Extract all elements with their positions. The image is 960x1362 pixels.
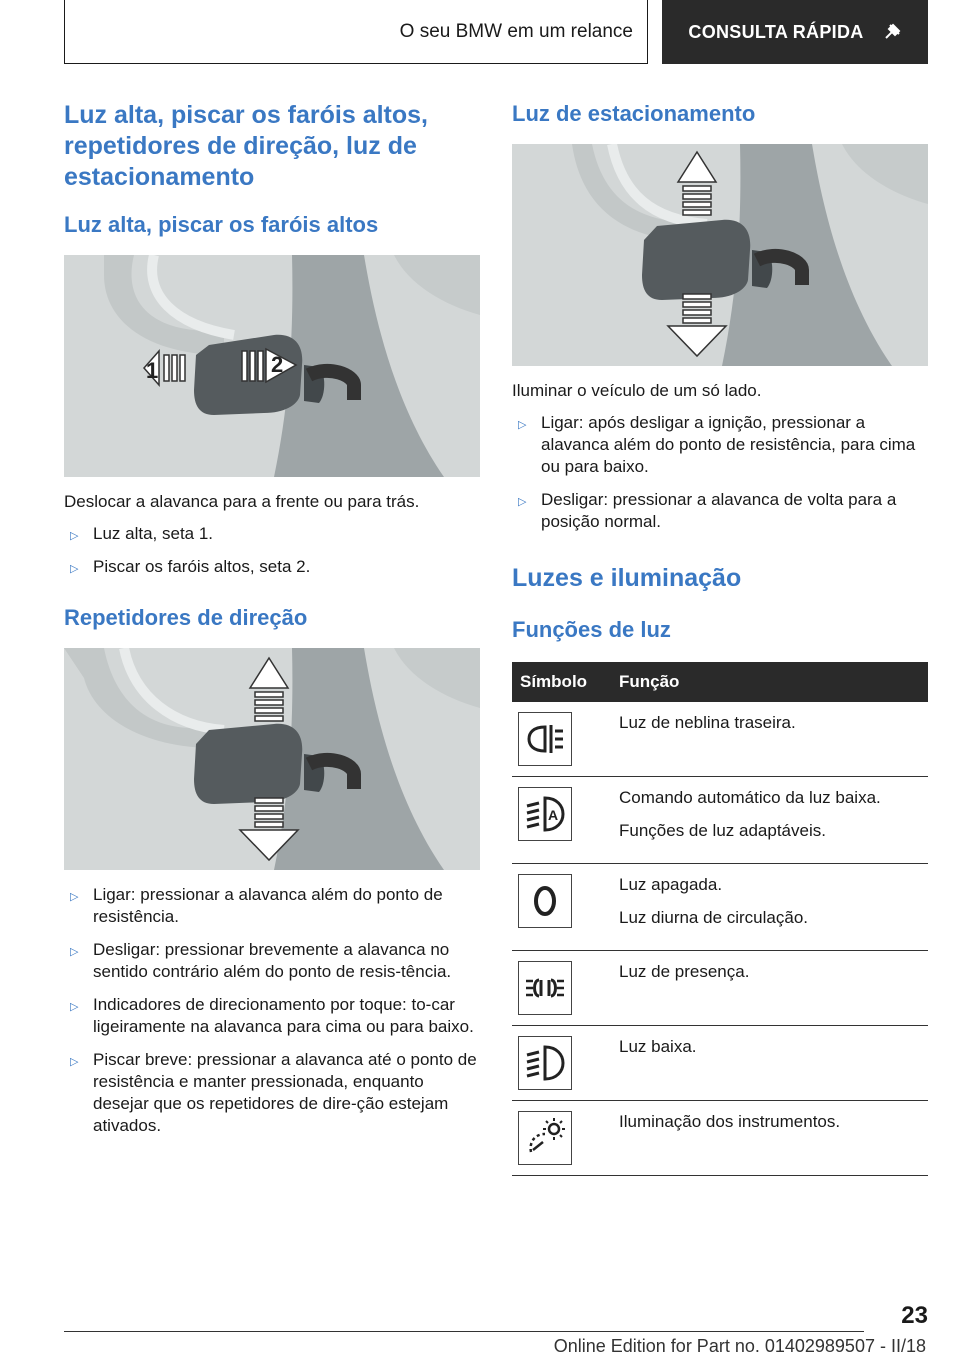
list-item: ▷ Indicadores de direcionamento por toque: to-car ligeiramente na alavanca para cima ou para baixo. xyxy=(70,995,474,1036)
function-text: Iluminação dos instrumentos. xyxy=(619,1112,841,1131)
section-heading: Luz alta, piscar os faróis altos, repetidores de direção, luz de estacionamento xyxy=(64,101,429,191)
list-item: ▷ Desligar: pressionar brevemente a alavanca no sentido contrário além do ponto de resis-tência. xyxy=(70,940,452,981)
function-text: Luz baixa. xyxy=(619,1037,697,1056)
high-beam-lever-illustration xyxy=(64,255,480,477)
lights-section-heading: Luzes e iluminação xyxy=(512,564,742,592)
right-column xyxy=(512,100,928,1176)
turn-signal-list xyxy=(64,884,480,1137)
list-item: ▷ Ligar: após desligar a ignição, pressionar a alavanca além do ponto de resistência, para cima ou para baixo. xyxy=(518,413,916,476)
list-item: ▷ Piscar breve: pressionar a alavanca até o ponto de resistência e manter pressionada, enquanto desejar que os repetidores de dire-ção estejam ativados. xyxy=(70,1050,477,1135)
bullet-triangle-icon: ▷ xyxy=(70,1056,79,1068)
svg-text:A: A xyxy=(548,807,559,823)
function-text: Luz de presença. xyxy=(619,962,750,981)
page-number: 23 xyxy=(901,1302,928,1329)
subheading-parking-light: Luz de estacionamento xyxy=(512,101,756,126)
bullet-triangle-icon: ▷ xyxy=(70,563,79,575)
table-row xyxy=(512,864,928,951)
subheading-high-beam: Luz alta, piscar os faróis altos xyxy=(64,212,379,237)
bullet-triangle-icon: ▷ xyxy=(70,1001,79,1013)
function-text: Comando automático da luz baixa. xyxy=(619,788,881,807)
list-item: ▷ Ligar: pressionar a alavanca além do ponto de resistência. xyxy=(70,885,443,926)
high-beam-instruction: Deslocar a alavanca para a frente ou para trás. xyxy=(64,492,420,511)
bullet-triangle-icon: ▷ xyxy=(518,496,527,508)
parking-light-list xyxy=(512,412,928,533)
column-header-symbol: Símbolo xyxy=(512,662,615,702)
subheading-light-functions: Funções de luz xyxy=(512,617,671,642)
quick-reference-tab[interactable] xyxy=(662,0,928,64)
arrow-label-1: 1 xyxy=(146,358,159,383)
bullet-triangle-icon: ▷ xyxy=(518,419,527,431)
table-row xyxy=(512,777,928,864)
subheading-turn-signals: Repetidores de direção xyxy=(64,605,308,630)
column-header-function: Função xyxy=(615,662,928,702)
high-beam-list xyxy=(64,523,480,578)
function-text: Luz de neblina traseira. xyxy=(619,713,796,732)
arrow-label-2: 2 xyxy=(271,352,284,377)
function-text: Funções de luz adaptáveis. xyxy=(619,821,826,840)
parking-light-intro: Iluminar o veículo de um só lado. xyxy=(512,381,762,400)
table-row xyxy=(512,702,928,777)
pin-icon xyxy=(882,22,902,42)
parking-light-icon xyxy=(518,961,572,1015)
list-item: ▷ Desligar: pressionar a alavanca de volta para a posição normal. xyxy=(518,490,897,531)
list-item: ▷ Piscar os faróis altos, seta 2. xyxy=(64,556,480,578)
bullet-triangle-icon: ▷ xyxy=(70,891,79,903)
list-item: ▷ Luz alta, seta 1. xyxy=(64,523,480,545)
table-row xyxy=(512,1026,928,1101)
bullet-triangle-icon: ▷ xyxy=(70,530,79,542)
table-row xyxy=(512,1101,928,1176)
footer-divider xyxy=(64,1331,864,1332)
left-column xyxy=(64,100,480,1157)
function-text: Luz apagada. xyxy=(619,875,723,894)
tab-label: CONSULTA RÁPIDA xyxy=(688,21,864,42)
bullet-triangle-icon: ▷ xyxy=(70,946,79,958)
lights-off-icon xyxy=(518,874,572,928)
page-header xyxy=(64,0,928,66)
table-row xyxy=(512,951,928,1026)
auto-low-beam-icon xyxy=(518,787,572,841)
section-title: O seu BMW em um relance xyxy=(64,0,648,64)
edition-footer: Online Edition for Part no. 01402989507 - II/18 xyxy=(553,1336,926,1356)
light-functions-table xyxy=(512,662,928,1176)
parking-light-lever-illustration xyxy=(512,144,928,366)
turn-signal-lever-illustration xyxy=(64,648,480,870)
function-text: Luz diurna de circulação. xyxy=(619,908,809,927)
low-beam-icon xyxy=(518,1036,572,1090)
rear-fog-light-icon xyxy=(518,712,572,766)
instrument-lighting-icon xyxy=(518,1111,572,1165)
